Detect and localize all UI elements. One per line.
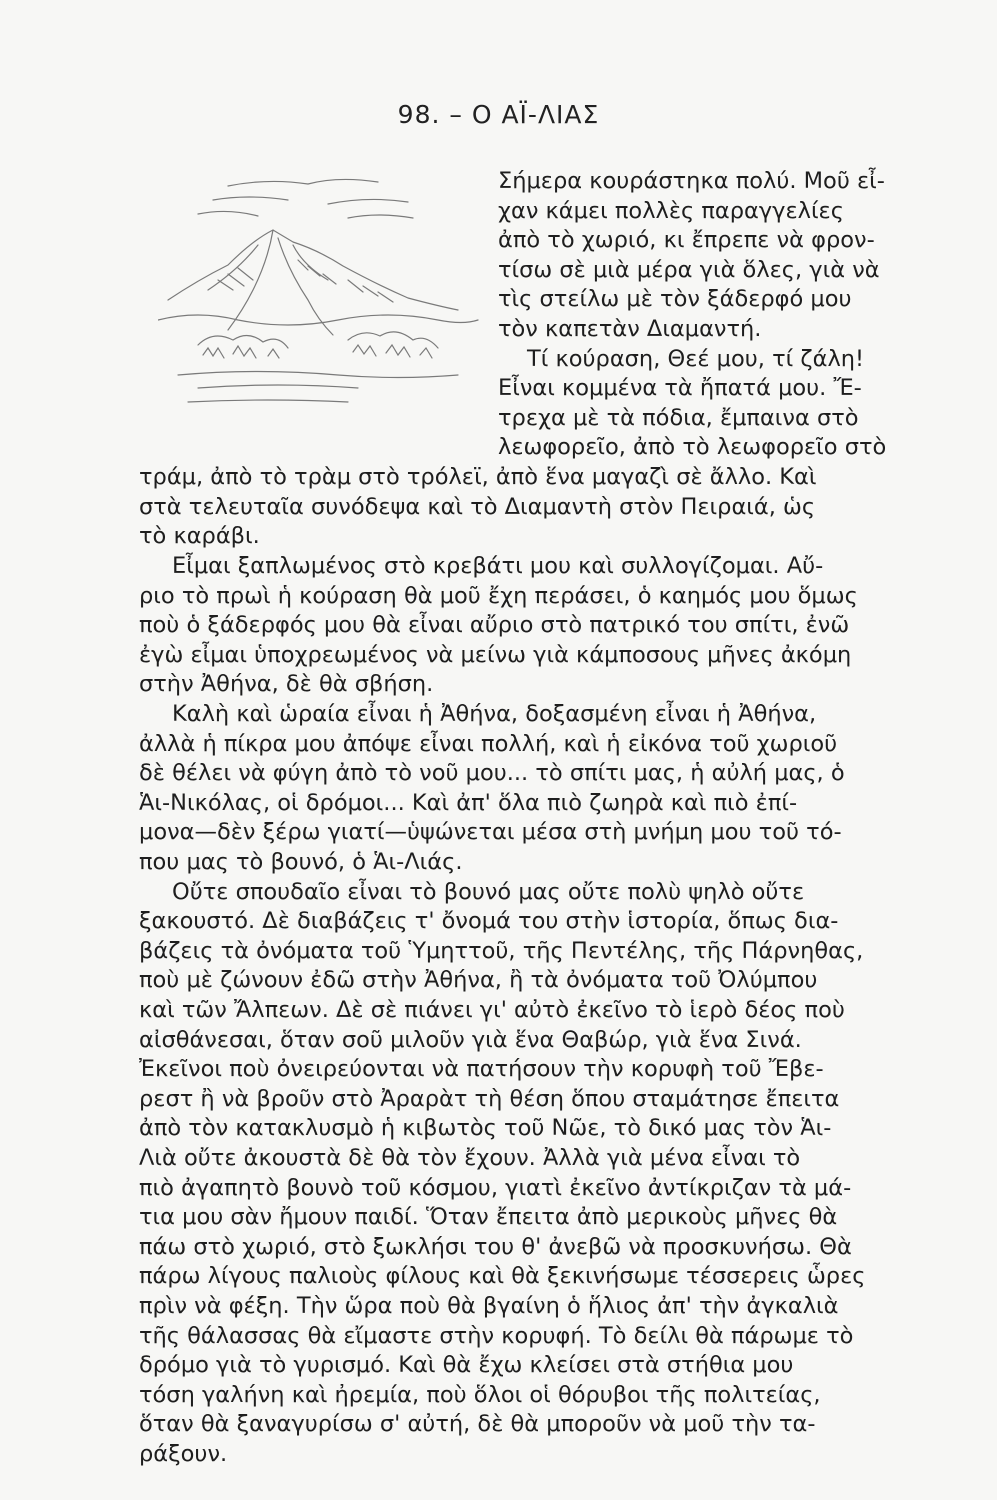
chapter-title: 98. – Ο ΑΪ-ΛΙΑΣ — [397, 100, 600, 129]
text-line: τόση γαλήνη καὶ ἠρεμία, ποὺ ὅλοι οἱ θόρυβοι τῆς πολιτείας, — [139, 1381, 821, 1408]
text-line: δρόμο γιὰ τὸ γυρισμό. Καὶ θὰ ἔχω κλείσει στὰ στήθια μου — [139, 1352, 794, 1379]
text-line: πιὸ ἀγαπητὸ βουνὸ τοῦ κόσμου, γιατὶ ἐκεῖνο ἀντίκριζαν τὰ μά- — [139, 1174, 852, 1201]
text-line: τῆς θάλασσας θὰ εἴμαστε στὴν κορυφή. Τὸ δείλι θὰ πάρωμε τὸ — [139, 1322, 854, 1349]
text-line: πάω στὸ χωριό, στὸ ξωκλήσι του θ' ἀνεβῶ νὰ προσκυνήσω. Θὰ — [139, 1233, 852, 1260]
text-line: πάρω λίγους παλιοὺς φίλους καὶ θὰ ξεκινήσωμε τέσσερεις ὧρες — [139, 1263, 866, 1290]
text-line: τὸ καράβι. — [139, 523, 260, 550]
text-line: ρεστ ἢ νὰ βροῦν στὸ Ἀραρὰτ τὴ θέση ὅπου σταμάτησε ἔπειτα — [139, 1085, 840, 1112]
text-line: ποὺ μὲ ζώνουν ἐδῶ στὴν Ἀθήνα, ἢ τὰ ὀνόματα τοῦ Ὀλύμπου — [139, 967, 818, 994]
text-line: ράξουν. — [139, 1441, 228, 1467]
text-line: ἐγὼ εἶμαι ὑποχρεωμένος νὰ μείνω γιὰ κάμποσους μῆνες ἀκόμη — [139, 641, 852, 668]
text-line: καὶ τῶν Ἄλπεων. Δὲ σὲ πιάνει γι' αὐτὸ ἐκεῖνο τὸ ἱερὸ δέος ποὺ — [139, 996, 845, 1023]
text-line: τίσω σὲ μιὰ μέρα γιὰ ὅλες, γιὰ νὰ — [498, 256, 880, 283]
text-line: ριο τὸ πρωὶ ἡ κούραση θὰ μοῦ ἔχη περάσει, ὁ καημός μου ὅμως — [139, 582, 858, 609]
text-line: στὴν Ἀθήνα, δὲ θὰ σβήση. — [139, 671, 434, 698]
text-line: χαν κάμει πολλὲς παραγγελίες — [498, 197, 844, 224]
text-line: τράμ, ἀπὸ τὸ τρὰμ στὸ τρόλεϊ, ἀπὸ ἕνα μαγαζὶ σὲ ἄλλο. Καὶ — [139, 464, 817, 490]
text-line: ἀπὸ τὸν κατακλυσμὸ ἡ κιβωτὸς τοῦ Νῶε, τὸ δικό μας τὸν Ἁι- — [139, 1115, 832, 1142]
text-line: αἰσθάνεσαι, ὅταν σοῦ μιλοῦν γιὰ ἕνα Θαβώρ, γιὰ ἕνα Σινά. — [139, 1026, 802, 1053]
text-line: Τί κούραση, Θεέ μου, τί ζάλη! — [527, 345, 865, 372]
text-line: ὅταν θὰ ξαναγυρίσω σ' αὐτή, δὲ θὰ μποροῦν νὰ μοῦ τὴν τα- — [139, 1411, 816, 1438]
text-line: λεωφορεῖο, ἀπὸ τὸ λεωφορεῖο στὸ — [498, 434, 887, 461]
text-line: τὶς στείλω μὲ τὸν ξάδερφό μου — [498, 286, 852, 313]
text-line: Οὔτε σπουδαῖο εἶναι τὸ βουνό μας οὔτε πολὺ ψηλὸ οὔτε — [172, 878, 805, 905]
text-line: ἀπὸ τὸ χωριό, κι ἔπρεπε νὰ φρον- — [498, 227, 875, 254]
text-line: στὰ τελευταῖα συνόδεψα καὶ τὸ Διαμαντὴ στὸν Πειραιά, ὡς — [139, 493, 816, 520]
text-line: βάζεις τὰ ὀνόματα τοῦ Ὑμηττοῦ, τῆς Πεντέλης, τῆς Πάρνηθας, — [139, 937, 864, 964]
mountain-illustration — [158, 170, 488, 420]
text-line: ἀλλὰ ἡ πίκρα μου ἀπόψε εἶναι πολλή, καὶ ἡ εἰκόνα τοῦ χωριοῦ — [139, 730, 838, 757]
text-line: τρεχα μὲ τὰ πόδια, ἔμπαινα στὸ — [498, 404, 859, 431]
text-line: δὲ θέλει νὰ φύγη ἀπὸ τὸ νοῦ μου... τὸ σπίτι μας, ἡ αὐλή μας, ὁ — [139, 760, 845, 787]
text-line: ξακουστό. Δὲ διαβάζεις τ' ὄνομά του στὴν ἱστορία, ὅπως δια- — [139, 908, 839, 935]
text-line: Ἐκεῖνοι ποὺ ὀνειρεύονται νὰ πατήσουν τὴν κορυφὴ τοῦ Ἔβε- — [139, 1056, 824, 1083]
text-line: Λιὰ οὔτε ἀκουστὰ δὲ θὰ τὸν ἔχουν. Ἀλλὰ γιὰ μένα εἶναι τὸ — [139, 1145, 801, 1171]
text-line: Καλὴ καὶ ὡραία εἶναι ἡ Ἀθήνα, δοξασμένη εἶναι ἡ Ἀθήνα, — [172, 700, 817, 727]
text-line: τια μου σὰν ἤμουν παιδί. Ὅταν ἔπειτα ἀπὸ μερικοὺς μῆνες θὰ — [139, 1204, 838, 1231]
text-line: Σήμερα κουράστηκα πολύ. Μοῦ εἶ- — [498, 168, 885, 194]
text-line: που μας τὸ βουνό, ὁ Ἁι-Λιάς. — [139, 848, 463, 875]
text-line: Εἶναι κομμένα τὰ ἤπατά μου. Ἔ- — [498, 375, 862, 402]
text-line: Ἁι-Νικόλας, οἱ δρόμοι... Καὶ ἀπ' ὅλα πιὸ ζωηρὰ καὶ πιὸ ἐπί- — [139, 789, 798, 816]
text-line: ποὺ ὁ ξάδερφός μου θὰ εἶναι αὔριο στὸ πατρικό του σπίτι, ἐνῶ — [139, 612, 850, 639]
text-line: τὸν καπετὰν Διαμαντή. — [498, 316, 762, 342]
text-line: Εἶμαι ξαπλωμένος στὸ κρεβάτι μου καὶ συλλογίζομαι. Αὔ- — [172, 552, 824, 579]
text-line: πρὶν νὰ φέξη. Τὴν ὥρα ποὺ θὰ βγαίνη ὁ ἥλιος ἀπ' τὴν ἀγκαλιὰ — [139, 1293, 839, 1319]
text-line: μονα—δὲν ξέρω γιατί—ὑψώνεται μέσα στὴ μνήμη μου τοῦ τό- — [139, 819, 842, 846]
